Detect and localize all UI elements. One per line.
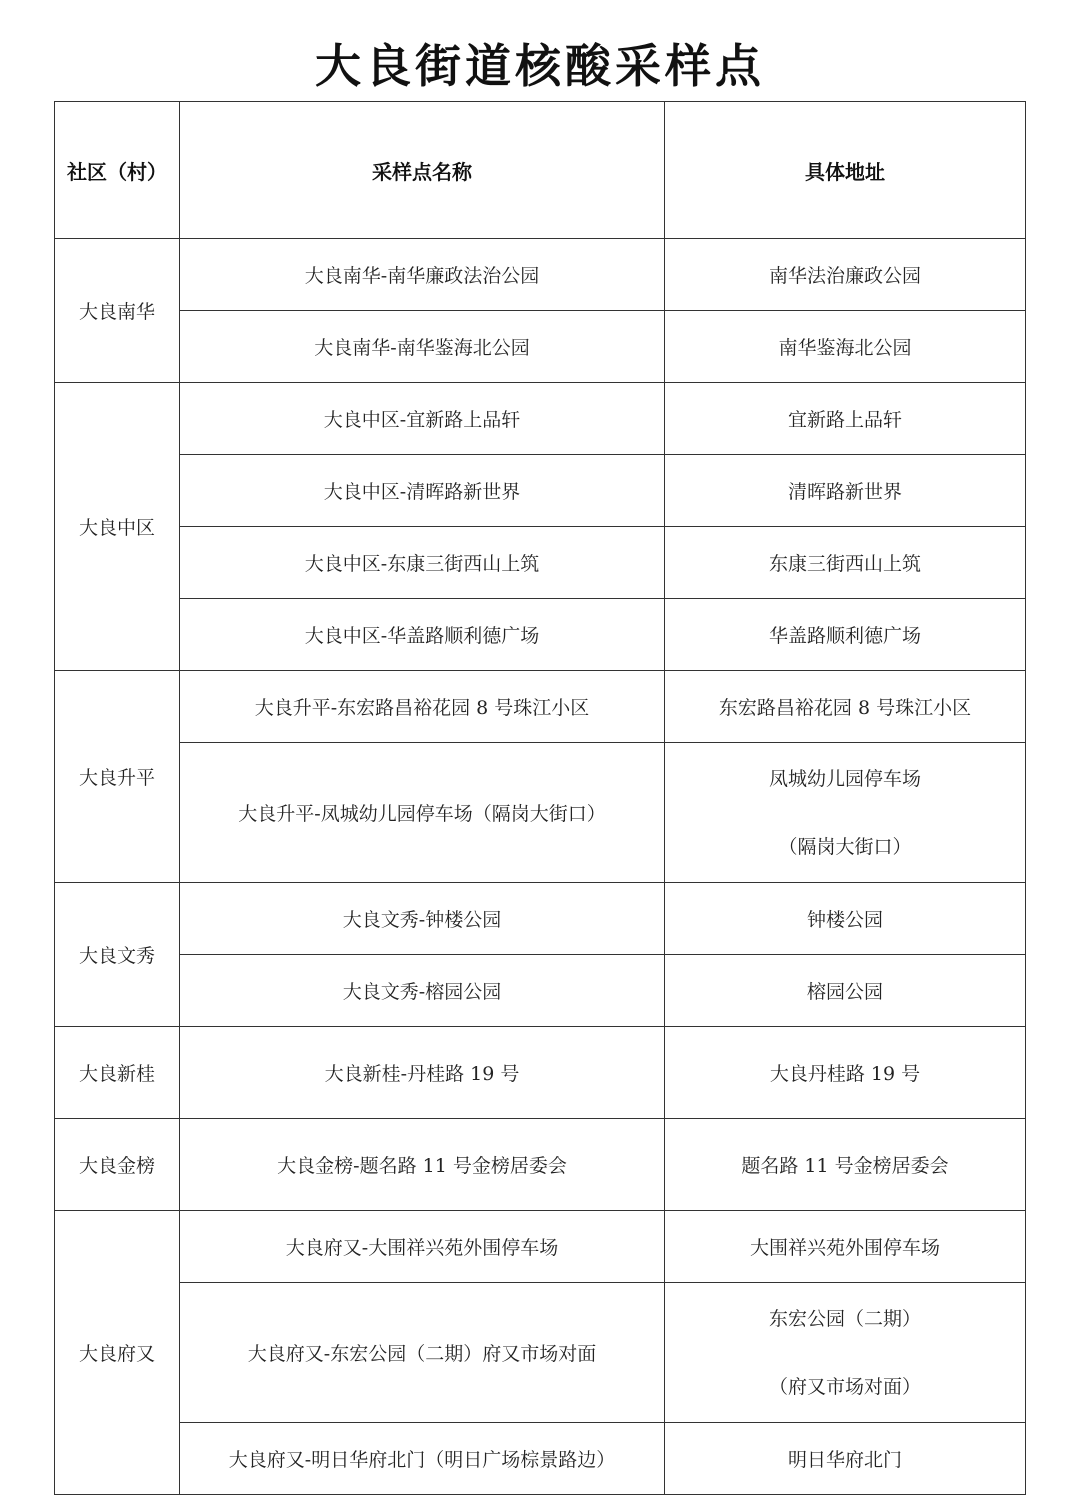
table-row [55, 671, 1026, 743]
site-name-cell: 大良府又-东宏公园（二期）府又市场对面 [180, 1283, 665, 1423]
site-name-cell: 大良府又-大围祥兴苑外围停车场 [180, 1211, 665, 1283]
address-cell: 题名路 11 号金榜居委会 [665, 1119, 1026, 1211]
site-name-cell: 大良新桂-丹桂路 19 号 [180, 1027, 665, 1119]
table-row [55, 883, 1026, 955]
address-cell: 东宏路昌裕花园 8 号珠江小区 [665, 671, 1026, 743]
table-row [55, 455, 1026, 527]
page-title: 大良街道核酸采样点 [315, 39, 765, 93]
address-line: （隔岗大街口） [778, 835, 912, 858]
address-cell [665, 743, 1026, 883]
site-name-cell: 大良中区-清晖路新世界 [180, 455, 665, 527]
address-cell: 榕园公园 [665, 955, 1026, 1027]
table-row [55, 599, 1026, 671]
site-name-cell: 大良升平-凤城幼儿园停车场（隔岗大街口） [180, 743, 665, 883]
community-cell: 大良金榜 [55, 1119, 180, 1211]
community-cell: 大良新桂 [55, 1027, 180, 1119]
table-row [55, 527, 1026, 599]
site-name-cell: 大良文秀-榕园公园 [180, 955, 665, 1027]
table-row [55, 383, 1026, 455]
address-cell: 明日华府北门 [665, 1423, 1026, 1495]
table-row [55, 239, 1026, 311]
site-name-cell: 大良文秀-钟楼公园 [180, 883, 665, 955]
community-cell: 大良文秀 [55, 883, 180, 1027]
address-line: （府又市场对面） [768, 1375, 921, 1398]
address-cell: 大良丹桂路 19 号 [665, 1027, 1026, 1119]
address-cell: 南华法治廉政公园 [665, 239, 1026, 311]
table-row [55, 1283, 1026, 1423]
address-line: 东宏公园（二期） [768, 1307, 921, 1330]
table-row [55, 1119, 1026, 1211]
community-cell: 大良升平 [55, 671, 180, 883]
address-cell: 清晖路新世界 [665, 455, 1026, 527]
table-row [55, 955, 1026, 1027]
site-name-cell: 大良中区-华盖路顺利德广场 [180, 599, 665, 671]
address-cell: 南华鉴海北公园 [665, 311, 1026, 383]
address-cell: 大围祥兴苑外围停车场 [665, 1211, 1026, 1283]
address-cell: 东康三街西山上筑 [665, 527, 1026, 599]
sampling-sites-table [54, 101, 1026, 1495]
address-cell: 宜新路上品轩 [665, 383, 1026, 455]
site-name-cell: 大良府又-明日华府北门（明日广场棕景路边） [180, 1423, 665, 1495]
header-community: 社区（村） [55, 102, 180, 239]
table-row [55, 1423, 1026, 1495]
address-cell [665, 1283, 1026, 1423]
header-address: 具体地址 [665, 102, 1026, 239]
table-row [55, 311, 1026, 383]
community-cell: 大良中区 [55, 383, 180, 671]
site-name-cell: 大良升平-东宏路昌裕花园 8 号珠江小区 [180, 671, 665, 743]
site-name-cell: 大良南华-南华廉政法治公园 [180, 239, 665, 311]
community-cell: 大良南华 [55, 239, 180, 383]
community-cell: 大良府又 [55, 1211, 180, 1495]
site-name-cell: 大良南华-南华鉴海北公园 [180, 311, 665, 383]
table-row [55, 1211, 1026, 1283]
site-name-cell: 大良中区-宜新路上品轩 [180, 383, 665, 455]
table-row [55, 743, 1026, 883]
address-cell: 华盖路顺利德广场 [665, 599, 1026, 671]
site-name-cell: 大良中区-东康三街西山上筑 [180, 527, 665, 599]
table-row [55, 1027, 1026, 1119]
header-site-name: 采样点名称 [180, 102, 665, 239]
table-header-row [55, 102, 1026, 239]
address-cell: 钟楼公园 [665, 883, 1026, 955]
address-line: 凤城幼儿园停车场 [768, 767, 921, 790]
site-name-cell: 大良金榜-题名路 11 号金榜居委会 [180, 1119, 665, 1211]
